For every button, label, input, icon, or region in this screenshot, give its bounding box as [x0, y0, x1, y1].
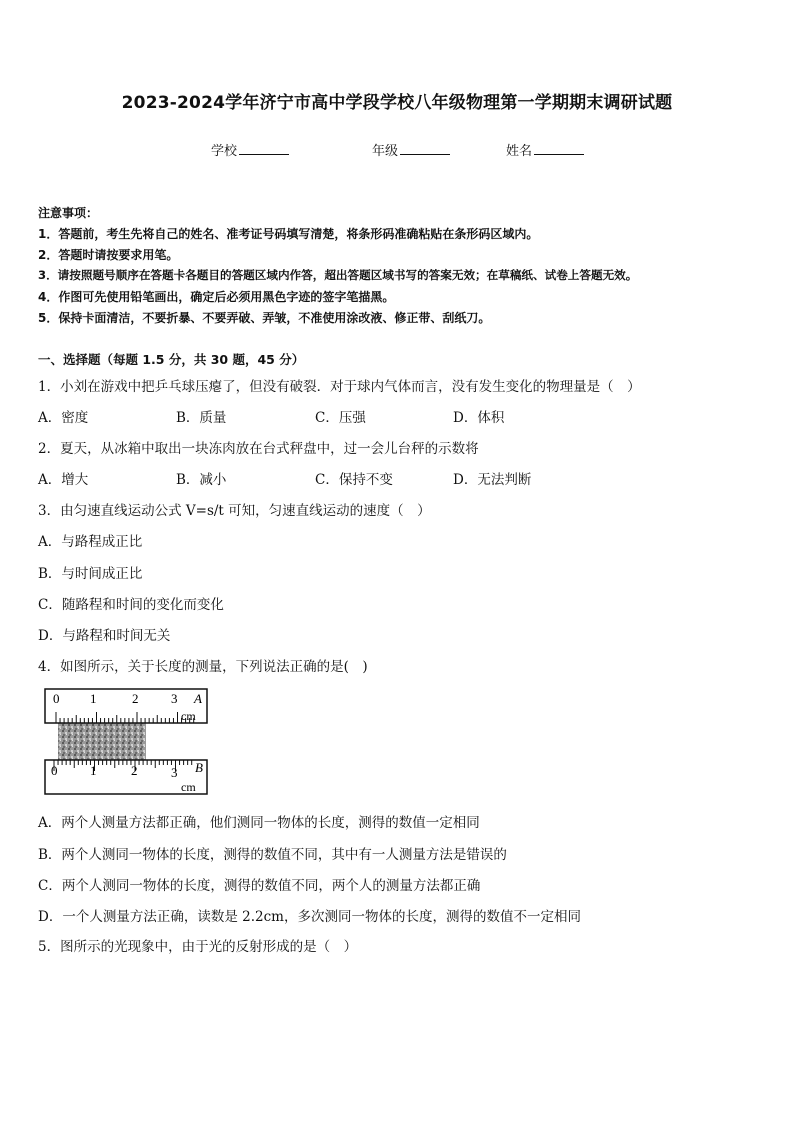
ruler-b-tick-2: 2	[131, 763, 138, 778]
ruler-a	[45, 689, 207, 723]
ruler-a-tick-1: 1	[90, 691, 97, 706]
grade-label: 年级	[372, 144, 399, 159]
ruler-b-unit: cm	[181, 780, 196, 794]
grade-blank[interactable]	[400, 142, 450, 155]
q3-option-d[interactable]: D．与路程和时间无关	[38, 628, 171, 644]
q2-option-b[interactable]: B．减小	[176, 472, 227, 488]
q2-stem: 2．夏天，从冰箱中取出一块冻肉放在台式秤盘中，过一会儿台秤的示数将	[38, 441, 479, 457]
q4-option-b[interactable]: B．两个人测同一物体的长度，测得的数值不同，其中有一人测量方法是错误的	[38, 847, 507, 863]
q4-option-a[interactable]: A．两个人测量方法都正确，他们测同一物体的长度，测得的数值一定相同	[38, 815, 480, 831]
q2-option-a[interactable]: A．增大	[38, 472, 89, 488]
q3-option-b[interactable]: B．与时间成正比	[38, 566, 143, 582]
notes-item-2: 2．答题时请按要求用笔。	[38, 248, 179, 262]
ruler-a-unit: cm	[181, 709, 196, 723]
name-blank[interactable]	[534, 142, 584, 155]
ruler-a-tick-3: 3	[171, 691, 178, 706]
q5-stem: 5．图所示的光现象中，由于光的反射形成的是（ ）	[38, 939, 358, 955]
q3-option-c[interactable]: C．随路程和时间的变化而变化	[38, 597, 224, 613]
q3-option-a[interactable]: A．与路程成正比	[38, 534, 143, 550]
notes-item-4: 4．作图可先使用铅笔画出，确定后必须用黑色字迹的签字笔描黑。	[38, 290, 395, 304]
q1-option-d[interactable]: D．体积	[453, 410, 505, 426]
grade-field[interactable]	[372, 140, 450, 159]
q1-stem: 1．小刘在游戏中把乒乓球压瘪了，但没有破裂．对于球内气体而言，没有发生变化的物理量是（ ）	[38, 379, 641, 395]
section-1-heading: 一、选择题（每题 1.5 分，共 30 题，45 分）	[38, 352, 305, 367]
q2-option-d[interactable]: D．无法判断	[453, 472, 532, 488]
name-field[interactable]	[506, 140, 584, 159]
measured-object	[58, 723, 146, 761]
ruler-a-tick-2: 2	[132, 691, 139, 706]
q4-option-d[interactable]: D．一个人测量方法正确，读数是 2.2cm，多次测同一物体的长度，测得的数值不一定相同	[38, 909, 581, 925]
notes-heading: 注意事项：	[38, 206, 99, 220]
notes-item-5: 5．保持卡面清洁，不要折暴、不要弄破、弄皱，不准使用涂改液、修正带、刮纸刀。	[38, 311, 491, 325]
ruler-figure	[44, 688, 212, 796]
ruler-a-tick-0: 0	[53, 691, 60, 706]
ruler-b-tick-3: 3	[171, 765, 178, 780]
notes-item-3: 3．请按照题号顺序在答题卡各题目的答题区域内作答，超出答题区域书写的答案无效；在草稿纸、试卷上答题无效。	[38, 268, 638, 282]
q4-option-c[interactable]: C．两个人测同一物体的长度，测得的数值不同，两个人的测量方法都正确	[38, 878, 481, 894]
ruler-b-label: B	[195, 760, 203, 775]
name-label: 姓名	[506, 144, 533, 159]
q1-option-a[interactable]: A．密度	[38, 410, 89, 426]
q2-option-c[interactable]: C．保持不变	[315, 472, 393, 488]
exam-title: 2023-2024学年济宁市高中学段学校八年级物理第一学期期末调研试题	[121, 93, 673, 113]
q1-option-c[interactable]: C．压强	[315, 410, 366, 426]
school-field[interactable]	[211, 140, 289, 159]
q1-option-b[interactable]: B．质量	[176, 410, 227, 426]
school-label: 学校	[211, 144, 238, 159]
ruler-b-tick-1: 1	[90, 763, 97, 778]
ruler-b-tick-0: 0	[51, 763, 58, 778]
school-blank[interactable]	[239, 142, 289, 155]
ruler-b	[45, 760, 207, 794]
q3-stem: 3．由匀速直线运动公式 V=s/t 可知，匀速直线运动的速度（ ）	[38, 503, 431, 519]
ruler-a-label: A	[194, 691, 202, 706]
q4-stem: 4．如图所示，关于长度的测量，下列说法正确的是( )	[38, 659, 368, 675]
notes-item-1: 1．答题前，考生先将自己的姓名、准考证号码填写清楚，将条形码准确粘贴在条形码区域内。	[38, 227, 539, 241]
